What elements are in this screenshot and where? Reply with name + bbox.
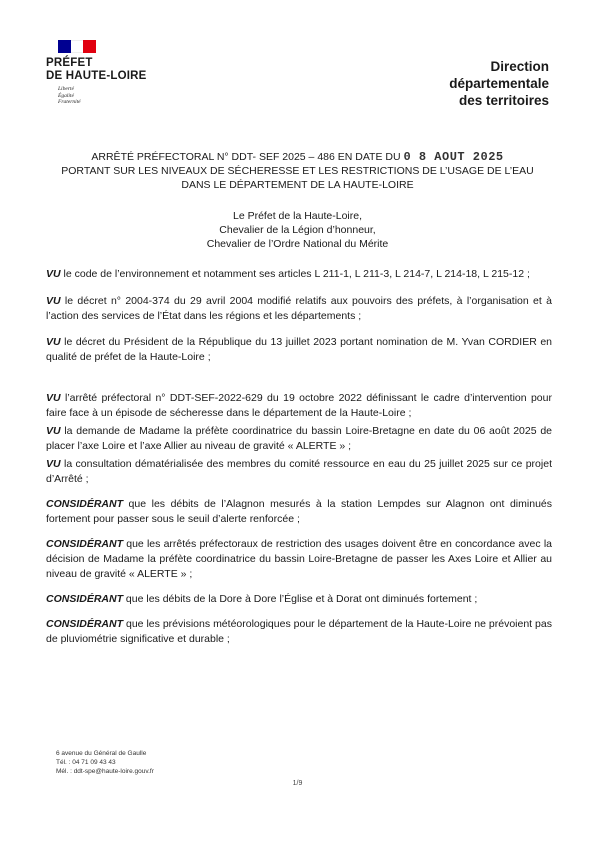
marianne-flag-icon xyxy=(58,40,96,53)
footer-address: 6 avenue du Général de Gaulle xyxy=(56,750,147,757)
decree-title-line3: DANS LE DÉPARTEMENT DE LA HAUTE-LOIRE xyxy=(181,179,414,191)
issuing-direction: Direction départementale des territoires xyxy=(449,59,549,108)
clause-considerant-alagnon: CONSIDÉRANT que les débits de l’Alagnon mesurés à la station Lempdes sur Alagnon ont diminués fortement pour passer sous le seuil d’alerte renforcée ; xyxy=(46,498,552,525)
page-number: 1/9 xyxy=(292,780,303,787)
footer-email: Mél. : ddt-spe@haute-loire.gouv.fr xyxy=(56,768,154,775)
contact-footer xyxy=(56,749,154,776)
clause-vu-decret-nomination: VU le décret du Président de la République du 13 juillet 2023 portant nomination de M. Yvan CORDIER en qualité de préfet de la Haute-Loire ; xyxy=(46,336,552,363)
prefecture-name: PRÉFET DE HAUTE-LOIRE xyxy=(46,57,147,82)
clause-vu-demande-bassin: VU la demande de Madame la préfète coordinatrice du bassin Loire-Bretagne en date du 06 août 2025 de placer l’axe Loire et l’axe Allier au niveau de gravité « ALERTE » ; xyxy=(46,425,552,452)
clause-considerant-meteo: CONSIDÉRANT que les prévisions météorologiques pour le département de la Haute-Loire ne prévoient pas de pluviométrie significative et durable ; xyxy=(46,618,552,645)
decree-title-line1: ARRÊTÉ PRÉFECTORAL N° DDT- SEF 2025 – 486 EN DATE DU 0 8 AOUT 2025 xyxy=(91,150,504,164)
clause-considerant-dore: CONSIDÉRANT que les débits de la Dore à Dore l’Église et à Dorat ont diminués fortement ; xyxy=(46,593,478,605)
republic-motto: Liberté Égalité Fraternité xyxy=(58,86,81,105)
clause-vu-arrete-2022: VU l’arrêté préfectoral n° DDT-SEF-2022-629 du 19 octobre 2022 définissant le cadre d’intervention pour faire face à un épisode de sécheresse dans le département de la Haute-Loire ; xyxy=(46,392,552,419)
prefect-authority: Le Préfet de la Haute-Loire, Chevalier de la Légion d’honneur, Chevalier de l’Ordre National du Mérite xyxy=(206,210,389,250)
decree-body xyxy=(46,267,552,647)
decree-title xyxy=(40,150,555,192)
clause-vu-consultation: VU la consultation dématérialisée des membres du comité ressource en eau du 25 juillet 2025 sur ce projet d’Arrêté ; xyxy=(46,458,552,485)
prefecture-logo xyxy=(46,40,166,106)
clause-considerant-concordance: CONSIDÉRANT que les arrêtés préfectoraux de restriction des usages doivent être en concordance avec la décision de Madame la préfète coordinatrice du bassin Loire-Bretagne de passer les Axes Loire et Allier au niveau de gravité « ALERTE » ; xyxy=(46,538,552,580)
clause-vu-decret-2004: VU le décret n° 2004-374 du 29 avril 2004 modifié relatifs aux pouvoirs des préfets, à l’organisation et à l’action des services de l’État dans les régions et les départements ; xyxy=(46,295,552,322)
footer-phone: Tél. : 04 71 09 43 43 xyxy=(56,759,116,766)
date-stamp: 0 8 AOUT 2025 xyxy=(403,150,504,164)
clause-vu-code-environnement: VU le code de l’environnement et notamment ses articles L 211-1, L 211-3, L 214-7, L 214-18, L 215-12 ; xyxy=(46,268,530,280)
decree-title-line2: PORTANT SUR LES NIVEAUX DE SÉCHERESSE ET LES RESTRICTIONS DE L’USAGE DE L’EAU xyxy=(61,165,534,177)
